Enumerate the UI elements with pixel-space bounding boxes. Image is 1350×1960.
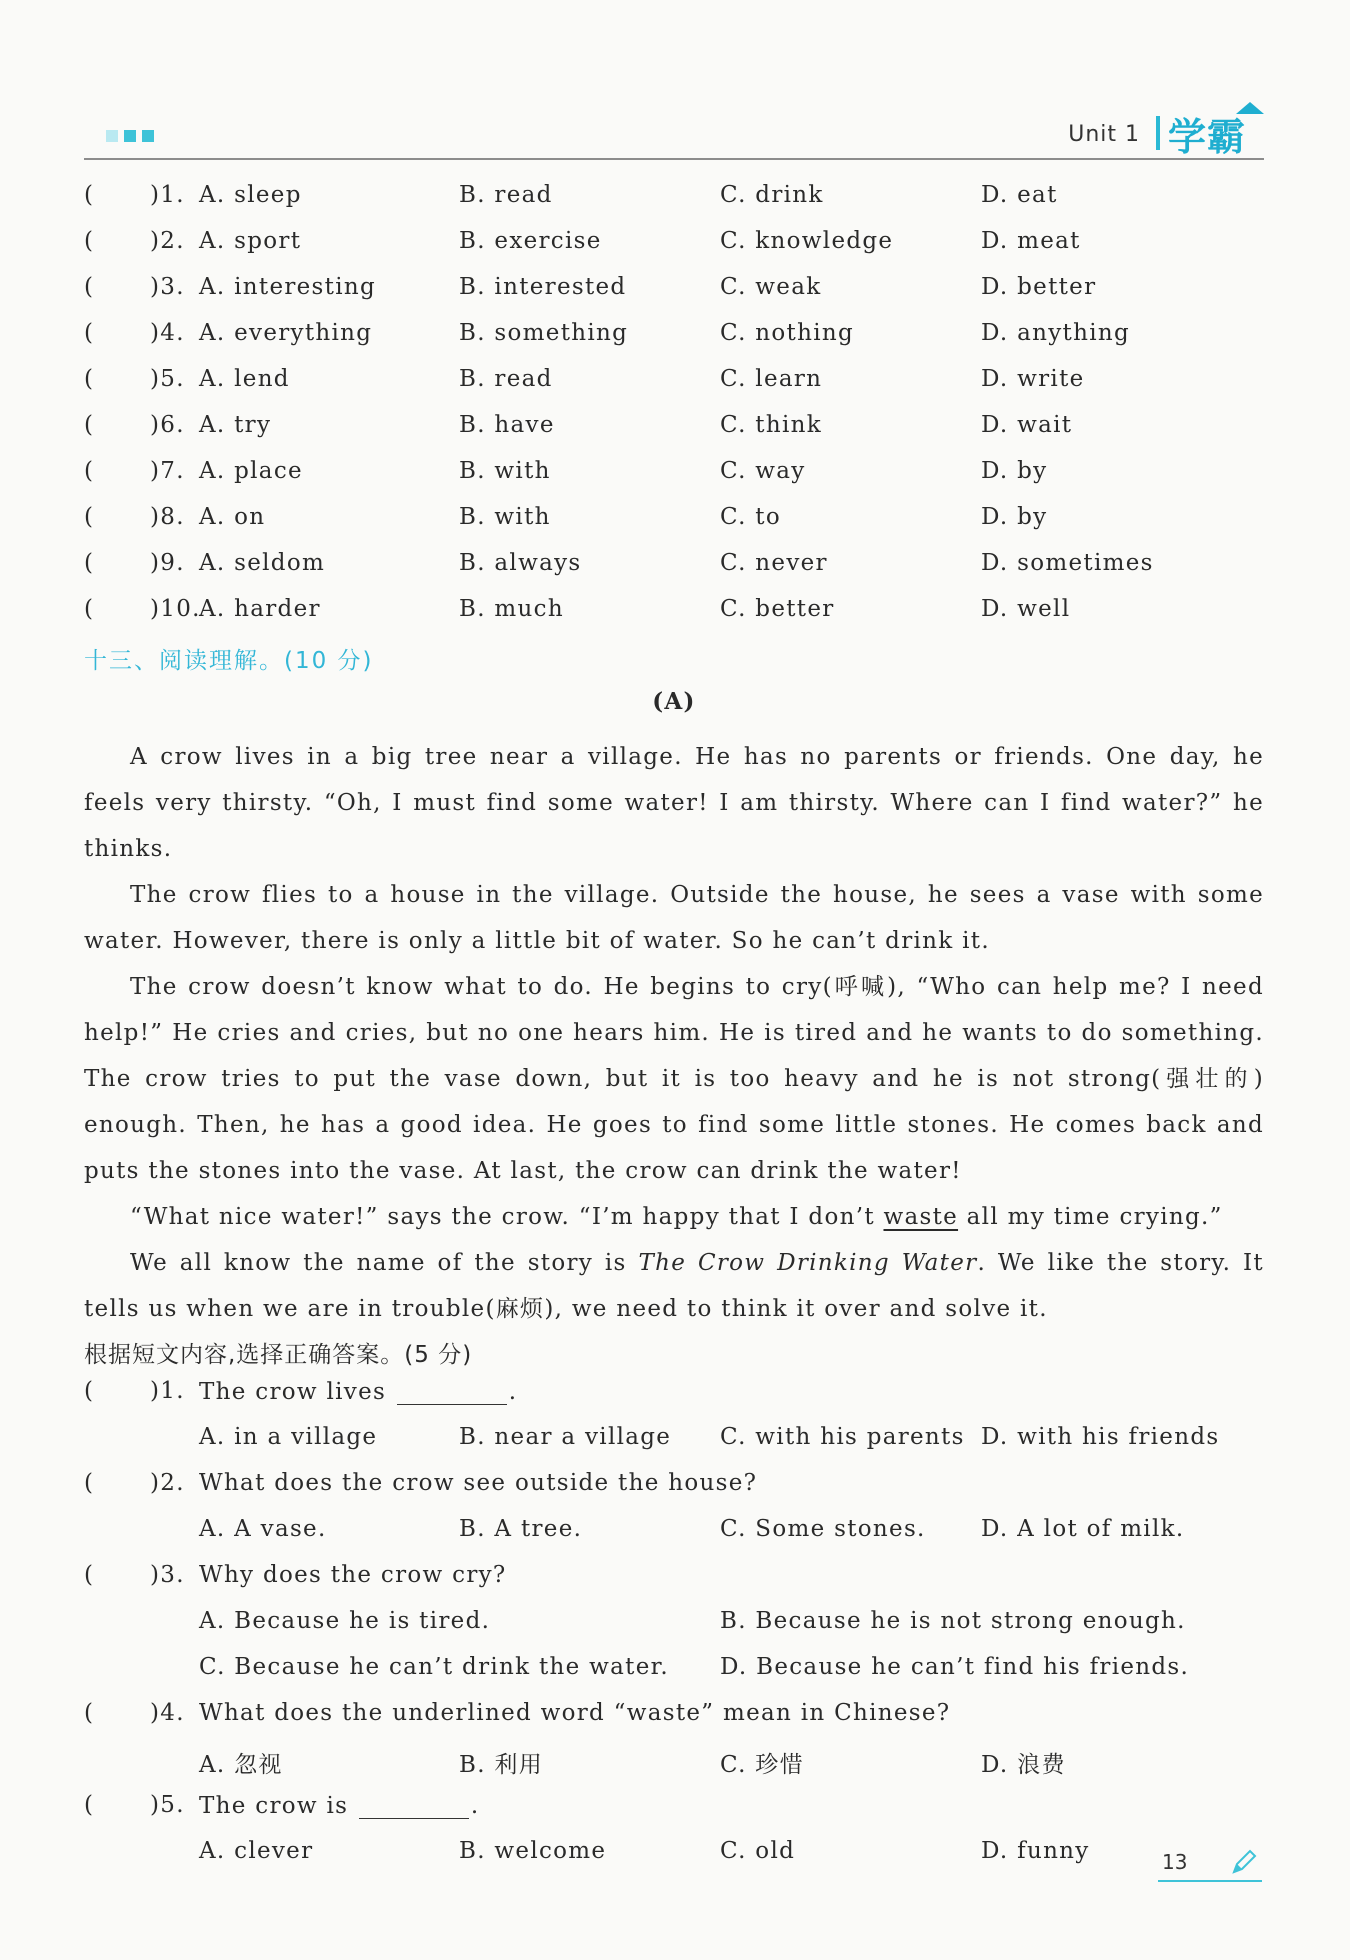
- option-a: A. clever: [199, 1838, 314, 1864]
- option-d: D. meat: [981, 228, 1081, 254]
- option-d: D. anything: [981, 320, 1131, 346]
- option-d: D. by: [981, 458, 1048, 484]
- option-d: D. sometimes: [981, 550, 1154, 576]
- option-c: C. way: [720, 458, 806, 484]
- question: ( )5. The crow is .: [84, 1792, 480, 1819]
- question-number: )5.: [150, 1792, 185, 1818]
- choice-row: ( )2. A. sport B. exercise C. knowledge D. meat: [84, 228, 1081, 254]
- option-c: C. 珍惜: [720, 1752, 804, 1778]
- option-d: D. funny: [981, 1838, 1090, 1864]
- option-b: B. exercise: [459, 228, 602, 254]
- option-d: D. with his friends: [981, 1424, 1220, 1450]
- option-a: A. sleep: [199, 182, 302, 208]
- question-number: )8.: [150, 504, 185, 530]
- option-c: C. learn: [720, 366, 823, 392]
- choice-row: ( )1. A. sleep B. read C. drink D. eat: [84, 182, 1058, 208]
- question-number: )10.: [150, 596, 201, 622]
- instruction: 根据短文内容,选择正确答案。(5 分): [84, 1342, 473, 1368]
- question: ( )3. Why does the crow cry?: [84, 1562, 507, 1588]
- question-text: The crow is .: [199, 1793, 480, 1819]
- option-d: D. wait: [981, 412, 1073, 438]
- option-b: B. welcome: [459, 1838, 607, 1864]
- page-content: [84, 182, 1264, 1884]
- option-a: A. in a village: [199, 1424, 378, 1450]
- option-a: A. place: [199, 458, 303, 484]
- option-b: B. interested: [459, 274, 627, 300]
- question-number: )2.: [150, 1470, 185, 1496]
- option-a: A. on: [199, 504, 266, 530]
- option-row: [84, 1516, 1264, 1562]
- passage-paragraph: The crow flies to a house in the village. Outside the house, he sees a vase with some water. However, there is only a little bit of water. So he can’t drink it.: [84, 882, 1264, 954]
- option-c: C. better: [720, 596, 835, 622]
- question-text: The crow lives .: [199, 1379, 518, 1405]
- cloze-choices: [84, 182, 1264, 642]
- question-number: )7.: [150, 458, 185, 484]
- answer-blank: [359, 1792, 469, 1819]
- option-a: A. sport: [199, 228, 302, 254]
- option-b: B. 利用: [459, 1752, 544, 1778]
- page-number: 13: [1162, 1850, 1188, 1874]
- question-number: )6.: [150, 412, 185, 438]
- option-b: B. read: [459, 366, 553, 392]
- question-text: What does the crow see outside the house?: [199, 1470, 758, 1496]
- option-b: B. much: [459, 596, 564, 622]
- choice-row: ( )8. A. on B. with C. to D. by: [84, 504, 1048, 530]
- option-c: C. to: [720, 504, 781, 530]
- option-a: A. A vase.: [199, 1516, 327, 1542]
- question-number: )3.: [150, 1562, 185, 1588]
- question-text: What does the underlined word “waste” mean in Chinese?: [199, 1700, 951, 1726]
- underlined-word: waste: [883, 1204, 959, 1230]
- unit-label: Unit 1: [1068, 122, 1140, 147]
- option-b: B. read: [459, 182, 553, 208]
- option-a: A. lend: [199, 366, 290, 392]
- question-number: )5.: [150, 366, 185, 392]
- option-row: [84, 1654, 1264, 1700]
- option-b: B. always: [459, 550, 582, 576]
- question-number: )2.: [150, 228, 185, 254]
- header-decoration-squares: [106, 130, 154, 142]
- option-b: B. near a village: [459, 1424, 672, 1450]
- option-a: A. Because he is tired.: [199, 1608, 491, 1634]
- choice-row: ( )4. A. everything B. something C. nothing D. anything: [84, 320, 1131, 346]
- option-b: B. Because he is not strong enough.: [720, 1608, 1186, 1634]
- answer-blank: [397, 1378, 507, 1405]
- pencil-icon: [1230, 1848, 1258, 1876]
- passage-label: (A): [652, 688, 696, 715]
- option-c: C. never: [720, 550, 828, 576]
- option-d: D. eat: [981, 182, 1058, 208]
- option-b: B. have: [459, 412, 555, 438]
- passage-paragraph: We all know the name of the story is The Crow Drinking Water. We like the story. It tells us when we are in trouble(麻烦), we need to think it over and solve it.: [84, 1250, 1264, 1322]
- question: ( )2. What does the crow see outside the house?: [84, 1470, 758, 1496]
- option-c: C. drink: [720, 182, 824, 208]
- question-number: )1.: [150, 182, 185, 208]
- page-header: [84, 100, 1264, 160]
- question: ( )1. The crow lives .: [84, 1378, 518, 1405]
- option-c: C. knowledge: [720, 228, 894, 254]
- graduation-cap-icon: [1236, 102, 1264, 114]
- option-a: A. interesting: [199, 274, 376, 300]
- story-title: The Crow Drinking Water: [638, 1250, 978, 1276]
- choice-row: ( )5. A. lend B. read C. learn D. write: [84, 366, 1085, 392]
- section-title: 十三、阅读理解。(10 分): [84, 648, 374, 674]
- choice-row: ( )7. A. place B. with C. way D. by: [84, 458, 1048, 484]
- question-number: )3.: [150, 274, 185, 300]
- option-c: C. nothing: [720, 320, 855, 346]
- question-number: )1.: [150, 1378, 185, 1404]
- choice-row: ( )6. A. try B. have C. think D. wait: [84, 412, 1073, 438]
- option-d: D. write: [981, 366, 1085, 392]
- choice-row: ( )3. A. interesting B. interested C. weak D. better: [84, 274, 1097, 300]
- option-c: C. think: [720, 412, 822, 438]
- brand-logo: 学霸: [1167, 115, 1246, 159]
- option-row: [84, 1424, 1264, 1470]
- passage-paragraph: A crow lives in a big tree near a village. He has no parents or friends. One day, he feels very thirsty. “Oh, I must find some water! I am thirsty. Where can I find water?” he thinks.: [84, 744, 1264, 862]
- option-a: A. harder: [199, 596, 321, 622]
- question-number: )9.: [150, 550, 185, 576]
- option-c: C. old: [720, 1838, 796, 1864]
- option-d: D. well: [981, 596, 1071, 622]
- option-d: D. by: [981, 504, 1048, 530]
- option-a: A. everything: [199, 320, 373, 346]
- page-footer: [1158, 1846, 1262, 1882]
- option-c: C. Because he can’t drink the water.: [199, 1654, 669, 1680]
- reading-passage: [84, 734, 1264, 1332]
- option-a: A. 忽视: [199, 1752, 283, 1778]
- choice-row: ( )10. A. harder B. much C. better D. well: [84, 596, 1071, 622]
- option-d: D. 浪费: [981, 1752, 1066, 1778]
- choice-row: ( )9. A. seldom B. always C. never D. sometimes: [84, 550, 1154, 576]
- option-a: A. seldom: [199, 550, 326, 576]
- option-c: C. weak: [720, 274, 822, 300]
- question-number: )4.: [150, 320, 185, 346]
- option-d: D. A lot of milk.: [981, 1516, 1185, 1542]
- option-d: D. better: [981, 274, 1097, 300]
- option-b: B. A tree.: [459, 1516, 583, 1542]
- option-row: [84, 1746, 1264, 1792]
- option-d: D. Because he can’t find his friends.: [720, 1654, 1190, 1680]
- question: ( )4. What does the underlined word “waste” mean in Chinese?: [84, 1700, 951, 1726]
- passage-paragraph: “What nice water!” says the crow. “I’m happy that I don’t waste all my time crying.”: [130, 1204, 1223, 1230]
- option-a: A. try: [199, 412, 272, 438]
- question-number: )4.: [150, 1700, 185, 1726]
- option-row: [84, 1838, 1264, 1884]
- option-b: B. with: [459, 504, 551, 530]
- option-c: C. Some stones.: [720, 1516, 926, 1542]
- option-b: B. something: [459, 320, 629, 346]
- option-c: C. with his parents: [720, 1424, 965, 1450]
- option-row: [84, 1608, 1264, 1654]
- option-b: B. with: [459, 458, 551, 484]
- brand-divider: [1156, 116, 1160, 150]
- passage-paragraph: The crow doesn’t know what to do. He begins to cry(呼喊), “Who can help me? I need help!” He cries and cries, but no one hears him. He is tired and he wants to do something. The crow tries to put the vase down, but it is too heavy and he is not strong(强壮的) enough. Then, he has a good idea. He goes to find some little stones. He comes back and puts the stones into the vase. At last, the crow can drink the water!: [84, 974, 1264, 1184]
- question-text: Why does the crow cry?: [199, 1562, 507, 1588]
